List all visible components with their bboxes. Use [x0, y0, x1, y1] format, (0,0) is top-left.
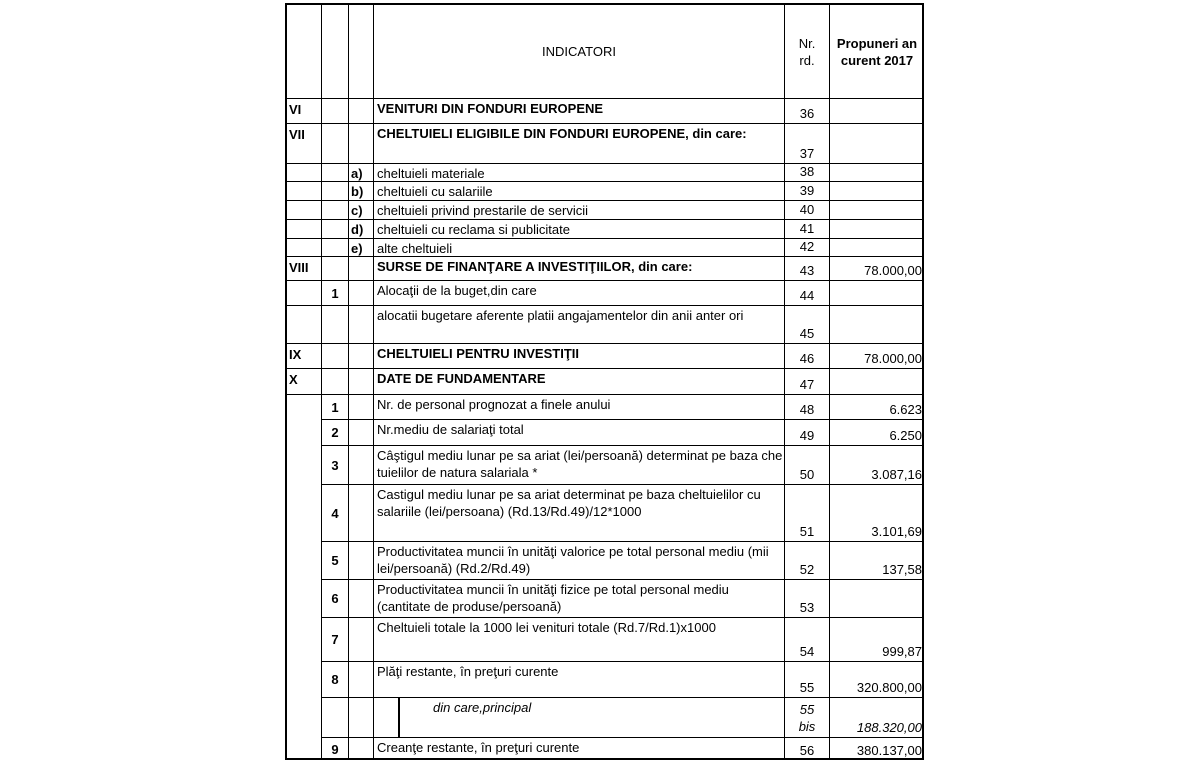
row-letter	[349, 698, 374, 738]
row-value: 78.000,00	[830, 344, 924, 369]
row-roman: VI	[287, 99, 322, 124]
row-nr: 55	[785, 662, 830, 698]
header-roman-col	[287, 5, 322, 99]
row-letter: b)	[349, 182, 374, 201]
row-nr: 45	[785, 306, 830, 344]
row-nr: 55 bis	[785, 698, 830, 738]
row-value	[830, 124, 924, 164]
row-roman	[287, 306, 322, 344]
row-letter	[349, 257, 374, 281]
row-text: din care,principal	[399, 698, 785, 738]
row-nr: 41	[785, 220, 830, 239]
row-text: Nr. de personal prognozat a finele anului	[374, 395, 785, 420]
row-text: Creanţe restante, în preţuri curente	[374, 738, 785, 760]
row-value	[830, 220, 924, 239]
row-value: 3.087,16	[830, 446, 924, 485]
row-nr: 46	[785, 344, 830, 369]
row-index	[322, 220, 349, 239]
row-nr: 50	[785, 446, 830, 485]
row-text: Nr.mediu de salariaţi total	[374, 420, 785, 446]
row-value	[830, 281, 924, 306]
row-index	[322, 344, 349, 369]
row-value: 6.250	[830, 420, 924, 446]
header-propuneri: Propuneri an curent 2017	[830, 5, 924, 99]
row-value: 320.800,00	[830, 662, 924, 698]
row-nr: 40	[785, 201, 830, 220]
row-text: Cheltuieli totale la 1000 lei venituri totale (Rd.7/Rd.1)x1000	[374, 618, 785, 662]
row-index	[322, 257, 349, 281]
row-text: DATE DE FUNDAMENTARE	[374, 369, 785, 395]
row-index: 6	[322, 580, 349, 618]
row-value: 999,87	[830, 618, 924, 662]
row-roman	[287, 164, 322, 182]
row-letter	[349, 542, 374, 580]
row-letter	[349, 344, 374, 369]
row-nr: 53	[785, 580, 830, 618]
row-value	[830, 164, 924, 182]
row-letter: a)	[349, 164, 374, 182]
row-letter	[349, 124, 374, 164]
row-roman: X	[287, 369, 322, 395]
row-value	[830, 99, 924, 124]
row-index: 4	[322, 485, 349, 542]
row-index	[322, 201, 349, 220]
row-text: Castigul mediu lunar pe sa ariat determinat pe baza cheltuielilor cu salariile (lei/persoana) (Rd.13/Rd.49)/12*1000	[374, 485, 785, 542]
row-text: cheltuieli cu salariile	[374, 182, 785, 201]
header-nr-rd: Nr. rd.	[785, 5, 830, 99]
row-letter	[349, 580, 374, 618]
row-text: CHELTUIELI ELIGIBILE DIN FONDURI EUROPENE, din care:	[374, 124, 785, 164]
row-nr: 49	[785, 420, 830, 446]
row-letter: c)	[349, 201, 374, 220]
row-text: Productivitatea muncii în unităţi fizice pe total personal mediu (cantitate de produse/persoană)	[374, 580, 785, 618]
row-text: Câştigul mediu lunar pe sa ariat (lei/persoană) determinat pe baza che tuielilor de natura salariala *	[374, 446, 785, 485]
row-roman	[287, 201, 322, 220]
row-index	[322, 239, 349, 257]
row-index	[322, 369, 349, 395]
row-index	[322, 306, 349, 344]
row-letter	[349, 99, 374, 124]
row-letter	[349, 662, 374, 698]
row-text: alocatii bugetare aferente platii angajamentelor din anii anter ori	[374, 306, 785, 344]
row-index	[322, 164, 349, 182]
header-index-col	[322, 5, 349, 99]
header-letter-col	[349, 5, 374, 99]
row-nr: 37	[785, 124, 830, 164]
row-nr: 51	[785, 485, 830, 542]
row-value: 380.137,00	[856, 743, 922, 758]
row-nr: 38	[785, 164, 830, 182]
row-roman: VII	[287, 124, 322, 164]
row-text: alte cheltuieli	[374, 239, 785, 257]
row-value	[830, 306, 924, 344]
row-letter	[349, 618, 374, 662]
row-nr: 36	[785, 99, 830, 124]
row-letter	[349, 395, 374, 420]
row-index	[322, 182, 349, 201]
row-letter	[349, 369, 374, 395]
row-letter	[349, 446, 374, 485]
row-text: cheltuieli cu reclama si publicitate	[374, 220, 785, 239]
budget-indicators-table	[285, 3, 924, 760]
row-index: 7	[322, 618, 349, 662]
row-letter	[349, 420, 374, 446]
row-roman	[287, 281, 322, 306]
row-letter	[349, 281, 374, 306]
row-roman	[287, 239, 322, 257]
row-index: 8	[322, 662, 349, 698]
row-letter	[349, 485, 374, 542]
row-nr: 47	[785, 369, 830, 395]
row-value: 137,58	[830, 542, 924, 580]
row-index: 3	[322, 446, 349, 485]
row-text: Productivitatea muncii în unităţi valorice pe total personal mediu (mii lei/persoană) (Rd.2/Rd.49)	[374, 542, 785, 580]
row-text: cheltuieli materiale	[374, 164, 785, 182]
row-roman-merged	[287, 395, 322, 758]
row-nr: 39	[785, 182, 830, 201]
row-nr: 48	[785, 395, 830, 420]
row-text: SURSE DE FINANŢARE A INVESTIŢIILOR, din care:	[374, 257, 785, 281]
row-value	[830, 239, 924, 257]
row-text: cheltuieli privind prestarile de servicii	[374, 201, 785, 220]
row-nr: 56	[785, 738, 830, 760]
row-index	[322, 99, 349, 124]
row-text: CHELTUIELI PENTRU INVESTIŢII	[374, 344, 785, 369]
row-nr: 43	[785, 257, 830, 281]
row-index: 1	[322, 395, 349, 420]
row-value	[830, 201, 924, 220]
row-letter: d)	[349, 220, 374, 239]
row-nr: 54	[785, 618, 830, 662]
row-value: 3.101,69	[830, 485, 924, 542]
row-roman: IX	[287, 344, 322, 369]
row-letter: e)	[349, 239, 374, 257]
row-index: 2	[322, 420, 349, 446]
row-index	[322, 698, 349, 738]
row-nr: 42	[785, 239, 830, 257]
row-roman: VIII	[287, 257, 322, 281]
row-subindent	[374, 698, 399, 738]
row-value	[830, 369, 924, 395]
row-roman	[287, 220, 322, 239]
row-letter	[349, 738, 374, 760]
header-indicatori: INDICATORI	[374, 5, 785, 99]
row-text: VENITURI DIN FONDURI EUROPENE	[374, 99, 785, 124]
row-nr: 44	[785, 281, 830, 306]
row-nr: 52	[785, 542, 830, 580]
row-text: Alocaţii de la buget,din care	[374, 281, 785, 306]
row-index: 1	[322, 281, 349, 306]
row-letter	[349, 306, 374, 344]
row-index: 9	[322, 738, 349, 760]
row-roman	[287, 182, 322, 201]
row-value	[830, 580, 924, 618]
row-value	[830, 182, 924, 201]
row-value: 78.000,00	[830, 257, 924, 281]
row-text: Plăţi restante, în preţuri curente	[374, 662, 785, 698]
row-value: 188.320,00	[830, 698, 924, 738]
row-value: 6.623	[830, 395, 924, 420]
row-index	[322, 124, 349, 164]
row-index: 5	[322, 542, 349, 580]
